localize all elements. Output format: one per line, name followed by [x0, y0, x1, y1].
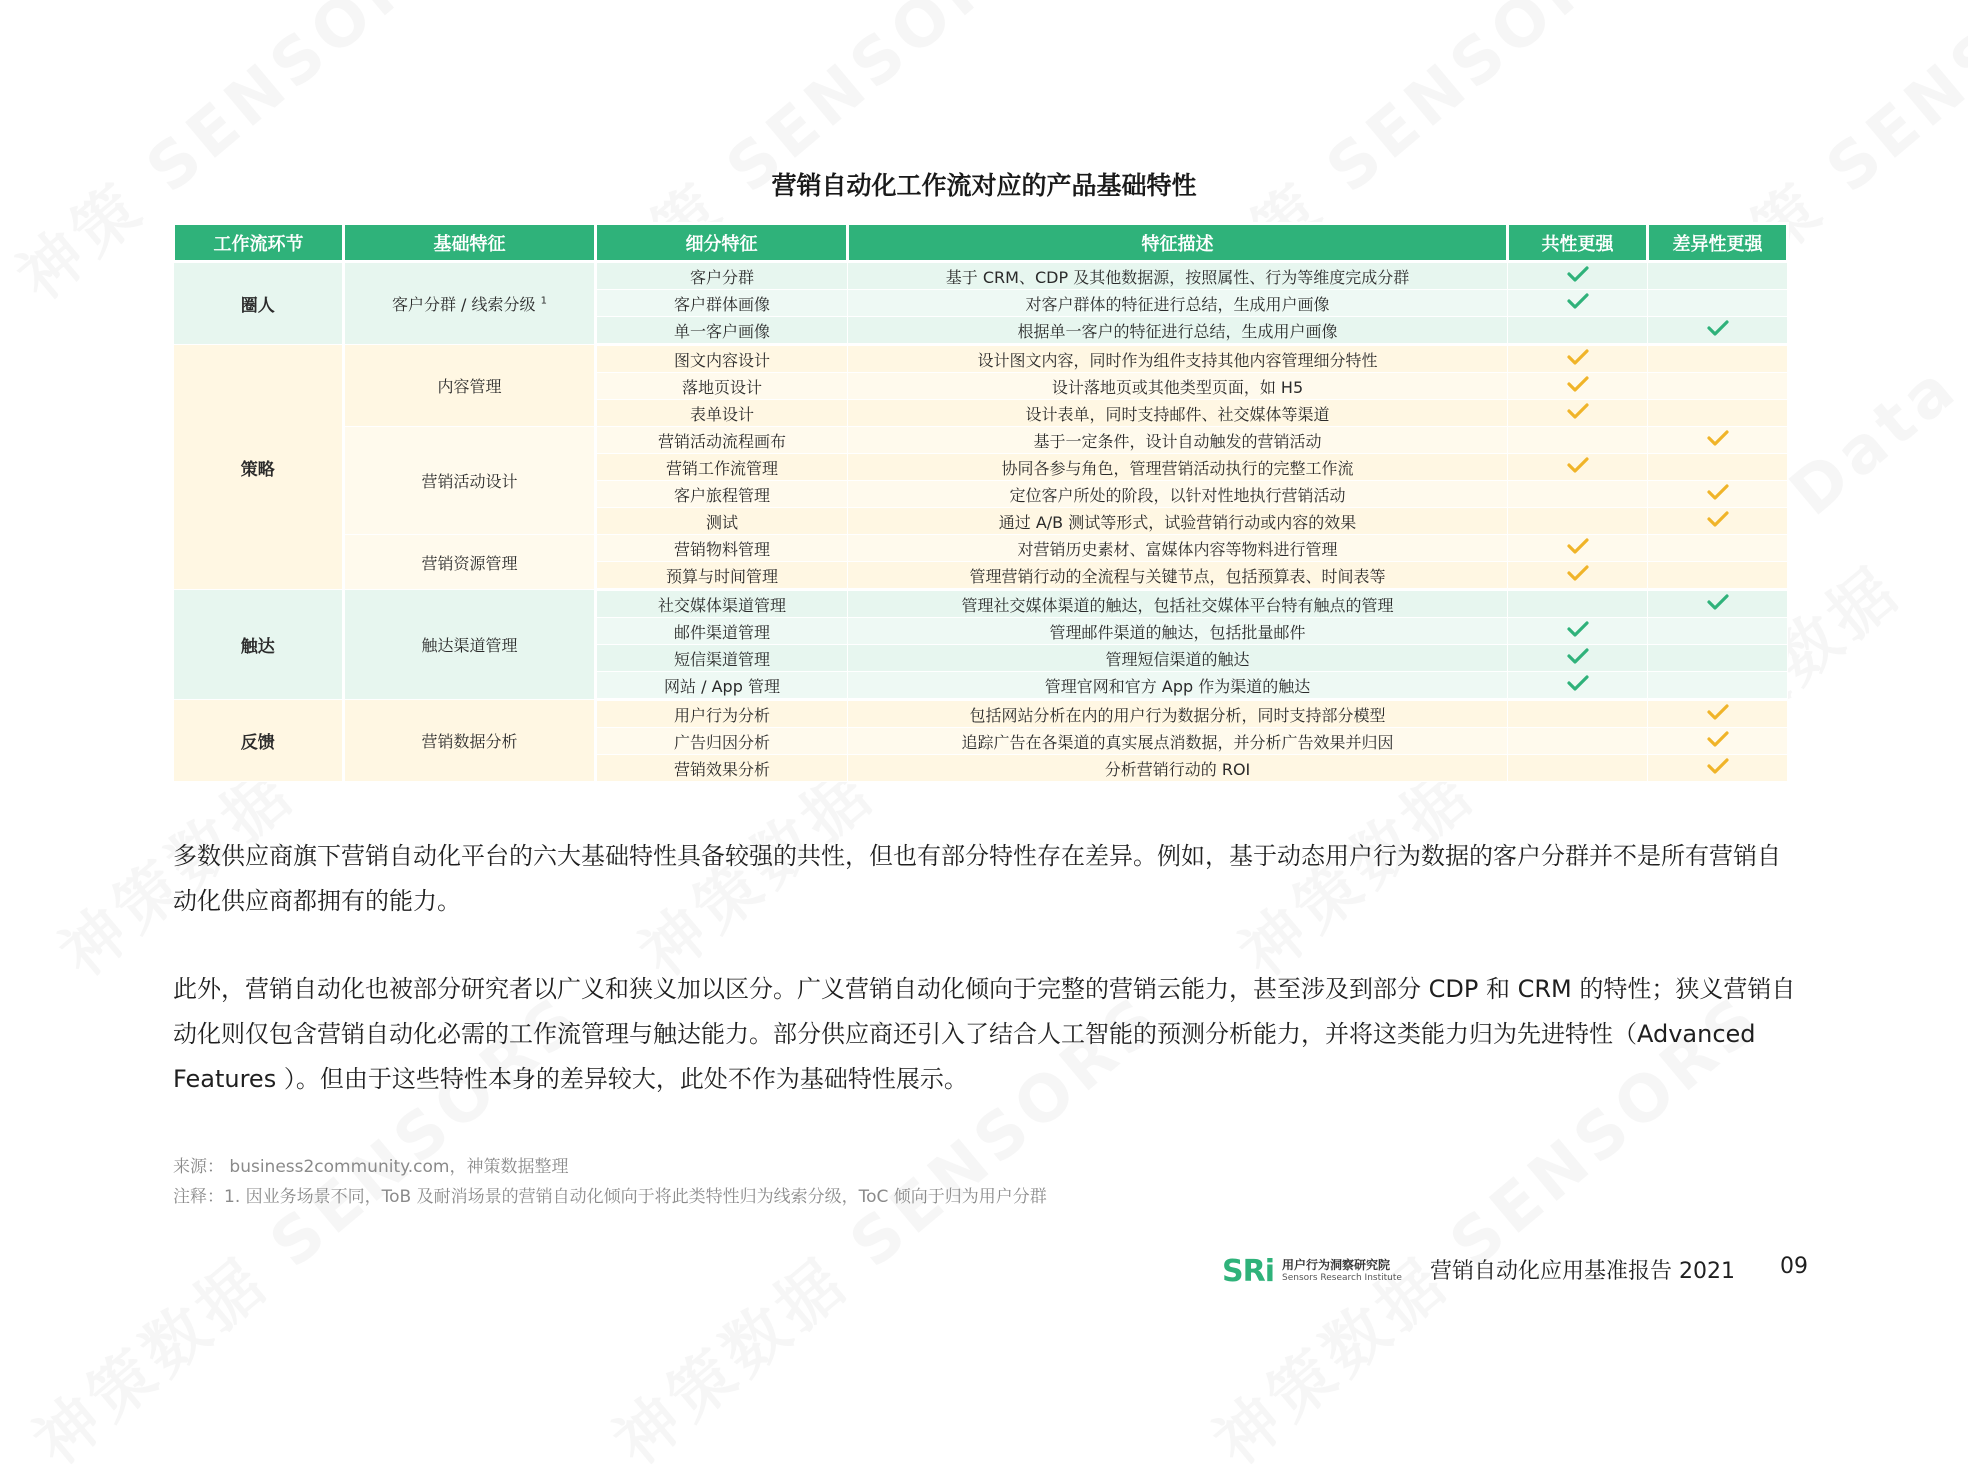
common-cell	[1508, 590, 1648, 618]
common-cell	[1508, 262, 1648, 290]
table-row	[174, 345, 1788, 373]
sri-logo-icon: SRi	[1222, 1254, 1274, 1289]
diff-cell	[1648, 645, 1788, 672]
check-icon	[1707, 593, 1729, 611]
common-cell	[1508, 645, 1648, 672]
desc-cell: 协同各参与角色，管理营销活动执行的完整工作流	[848, 454, 1508, 481]
desc-cell: 设计表单，同时支持邮件、社交媒体等渠道	[848, 400, 1508, 427]
sub-feature-cell: 营销物料管理	[596, 535, 848, 562]
sub-feature-cell: 短信渠道管理	[596, 645, 848, 672]
diff-cell	[1648, 481, 1788, 508]
sub-feature-cell: 图文内容设计	[596, 345, 848, 373]
stage-cell: 触达	[174, 590, 344, 700]
desc-cell: 根据单一客户的特征进行总结，生成用户画像	[848, 317, 1508, 345]
table-title: 营销自动化工作流对应的产品基础特性	[771, 171, 1197, 200]
diff-cell	[1648, 700, 1788, 728]
page-number: 09	[1780, 1254, 1808, 1279]
footnote-mark: 1	[540, 295, 548, 307]
stage-cell: 圈人	[174, 262, 344, 345]
diff-cell	[1648, 590, 1788, 618]
base-feature-cell: 触达渠道管理	[344, 590, 596, 700]
diff-cell	[1648, 728, 1788, 755]
base-feature-label: 客户分群 / 线索分级	[391, 295, 536, 314]
body-paragraph-1: 多数供应商旗下营销自动化平台的六大基础特性具备较强的共性，但也有部分特性存在差异。例如，基于动态用户行为数据的客户分群并不是所有营销自动化供应商都拥有的能力。	[173, 842, 1781, 915]
desc-cell: 设计落地页或其他类型页面，如 H5	[848, 373, 1508, 400]
desc-cell: 包括网站分析在内的用户行为数据分析，同时支持部分模型	[848, 700, 1508, 728]
check-icon	[1707, 730, 1729, 748]
col-header-base: 基础特征	[344, 224, 596, 262]
check-icon	[1567, 537, 1589, 555]
check-icon	[1567, 647, 1589, 665]
base-feature-cell: 营销资源管理	[344, 535, 596, 590]
desc-cell: 通过 A/B 测试等形式，试验营销行动或内容的效果	[848, 508, 1508, 535]
desc-cell: 管理营销行动的全流程与关键节点，包括预算表、时间表等	[848, 562, 1508, 590]
common-cell	[1508, 618, 1648, 645]
common-cell	[1508, 728, 1648, 755]
common-cell	[1508, 672, 1648, 700]
table-row	[174, 262, 1788, 290]
check-icon	[1567, 564, 1589, 582]
sub-feature-cell: 营销工作流管理	[596, 454, 848, 481]
diff-cell	[1648, 400, 1788, 427]
sub-feature-cell: 邮件渠道管理	[596, 618, 848, 645]
logo-cn: 用户行为洞察研究院	[1282, 1257, 1391, 1272]
check-icon	[1567, 674, 1589, 692]
col-header-common: 共性更强	[1508, 224, 1648, 262]
diff-cell	[1648, 454, 1788, 481]
sub-feature-cell: 客户分群	[596, 262, 848, 290]
table-row	[174, 535, 1788, 562]
sub-feature-cell: 落地页设计	[596, 373, 848, 400]
sub-feature-cell: 社交媒体渠道管理	[596, 590, 848, 618]
common-cell	[1508, 290, 1648, 317]
col-header-desc: 特征描述	[848, 224, 1508, 262]
common-cell	[1508, 508, 1648, 535]
table-row	[174, 590, 1788, 618]
desc-cell: 管理官网和官方 App 作为渠道的触达	[848, 672, 1508, 700]
diff-cell	[1648, 562, 1788, 590]
base-feature-cell: 营销数据分析	[344, 700, 596, 782]
common-cell	[1508, 373, 1648, 400]
desc-cell: 管理社交媒体渠道的触达，包括社交媒体平台特有触点的管理	[848, 590, 1508, 618]
desc-cell: 基于 CRM、CDP 及其他数据源，按照属性、行为等维度完成分群	[848, 262, 1508, 290]
logo-en: Sensors Research Institute	[1282, 1272, 1402, 1283]
desc-cell: 管理短信渠道的触达	[848, 645, 1508, 672]
stage-cell: 策略	[174, 345, 344, 590]
desc-cell: 设计图文内容，同时作为组件支持其他内容管理细分特性	[848, 345, 1508, 373]
diff-cell	[1648, 672, 1788, 700]
desc-cell: 对客户群体的特征进行总结，生成用户画像	[848, 290, 1508, 317]
common-cell	[1508, 755, 1648, 782]
check-icon	[1707, 510, 1729, 528]
check-icon	[1567, 620, 1589, 638]
sub-feature-cell: 网站 / App 管理	[596, 672, 848, 700]
sub-feature-cell: 表单设计	[596, 400, 848, 427]
diff-cell	[1648, 290, 1788, 317]
sub-feature-cell: 广告归因分析	[596, 728, 848, 755]
common-cell	[1508, 427, 1648, 454]
sub-feature-cell: 单一客户画像	[596, 317, 848, 345]
col-header-diff: 差异性更强	[1648, 224, 1788, 262]
table-row	[174, 427, 1788, 454]
common-cell	[1508, 700, 1648, 728]
feature-table	[172, 222, 1789, 782]
sub-feature-cell: 营销效果分析	[596, 755, 848, 782]
check-icon	[1567, 292, 1589, 310]
table-header-row	[174, 224, 1788, 262]
desc-cell: 管理邮件渠道的触达，包括批量邮件	[848, 618, 1508, 645]
check-icon	[1567, 348, 1589, 366]
stage-cell: 反馈	[174, 700, 344, 782]
check-icon	[1567, 265, 1589, 283]
desc-cell: 对营销历史素材、富媒体内容等物料进行管理	[848, 535, 1508, 562]
desc-cell: 追踪广告在各渠道的真实展点消数据，并分析广告效果并归因	[848, 728, 1508, 755]
col-header-sub: 细分特征	[596, 224, 848, 262]
sub-feature-cell: 测试	[596, 508, 848, 535]
check-icon	[1707, 483, 1729, 501]
table-row	[174, 700, 1788, 728]
source-note: 来源： business2community.com，神策数据整理	[173, 1157, 569, 1177]
body-paragraph-2: 此外，营销自动化也被部分研究者以广义和狭义加以区分。广义营销自动化倾向于完整的营销云能力，甚至涉及到部分 CDP 和 CRM 的特性；狭义营销自动化则仅包含营销自动化必需的工作流管理与触达能力。部分供应商还引入了结合人工智能的预测分析能力，并将这类能力归为先进特性（Advanced Features ）。但由于这些特性本身的差异较大，此处不作为基础特性展示。	[173, 975, 1796, 1093]
diff-cell	[1648, 373, 1788, 400]
common-cell	[1508, 317, 1648, 345]
desc-cell: 分析营销行动的 ROI	[848, 755, 1508, 782]
diff-cell	[1648, 535, 1788, 562]
sub-feature-cell: 用户行为分析	[596, 700, 848, 728]
col-header-stage: 工作流环节	[174, 224, 344, 262]
common-cell	[1508, 535, 1648, 562]
diff-cell	[1648, 317, 1788, 345]
check-icon	[1707, 703, 1729, 721]
sub-feature-cell: 营销活动流程画布	[596, 427, 848, 454]
check-icon	[1707, 429, 1729, 447]
diff-cell	[1648, 427, 1788, 454]
check-icon	[1567, 375, 1589, 393]
diff-cell	[1648, 755, 1788, 782]
diff-cell	[1648, 508, 1788, 535]
desc-cell: 基于一定条件，设计自动触发的营销活动	[848, 427, 1508, 454]
sub-feature-cell: 客户旅程管理	[596, 481, 848, 508]
common-cell	[1508, 562, 1648, 590]
report-title: 营销自动化应用基准报告 2021	[1430, 1259, 1735, 1284]
desc-cell: 定位客户所处的阶段，以针对性地执行营销活动	[848, 481, 1508, 508]
check-icon	[1707, 757, 1729, 775]
base-feature-cell: 营销活动设计	[344, 427, 596, 535]
base-feature-cell: 内容管理	[344, 345, 596, 427]
common-cell	[1508, 345, 1648, 373]
diff-cell	[1648, 262, 1788, 290]
diff-cell	[1648, 345, 1788, 373]
sub-feature-cell: 预算与时间管理	[596, 562, 848, 590]
check-icon	[1567, 456, 1589, 474]
check-icon	[1707, 319, 1729, 337]
sub-feature-cell: 客户群体画像	[596, 290, 848, 317]
common-cell	[1508, 481, 1648, 508]
common-cell	[1508, 400, 1648, 427]
annotation-note: 注释：1. 因业务场景不同，ToB 及耐消场景的营销自动化倾向于将此类特性归为线索分级，ToC 倾向于归为用户分群	[173, 1187, 1047, 1207]
logo-text	[1282, 1259, 1402, 1285]
footer-logo	[1222, 1254, 1402, 1289]
base-feature-cell	[344, 262, 596, 345]
diff-cell	[1648, 618, 1788, 645]
check-icon	[1567, 402, 1589, 420]
common-cell	[1508, 454, 1648, 481]
